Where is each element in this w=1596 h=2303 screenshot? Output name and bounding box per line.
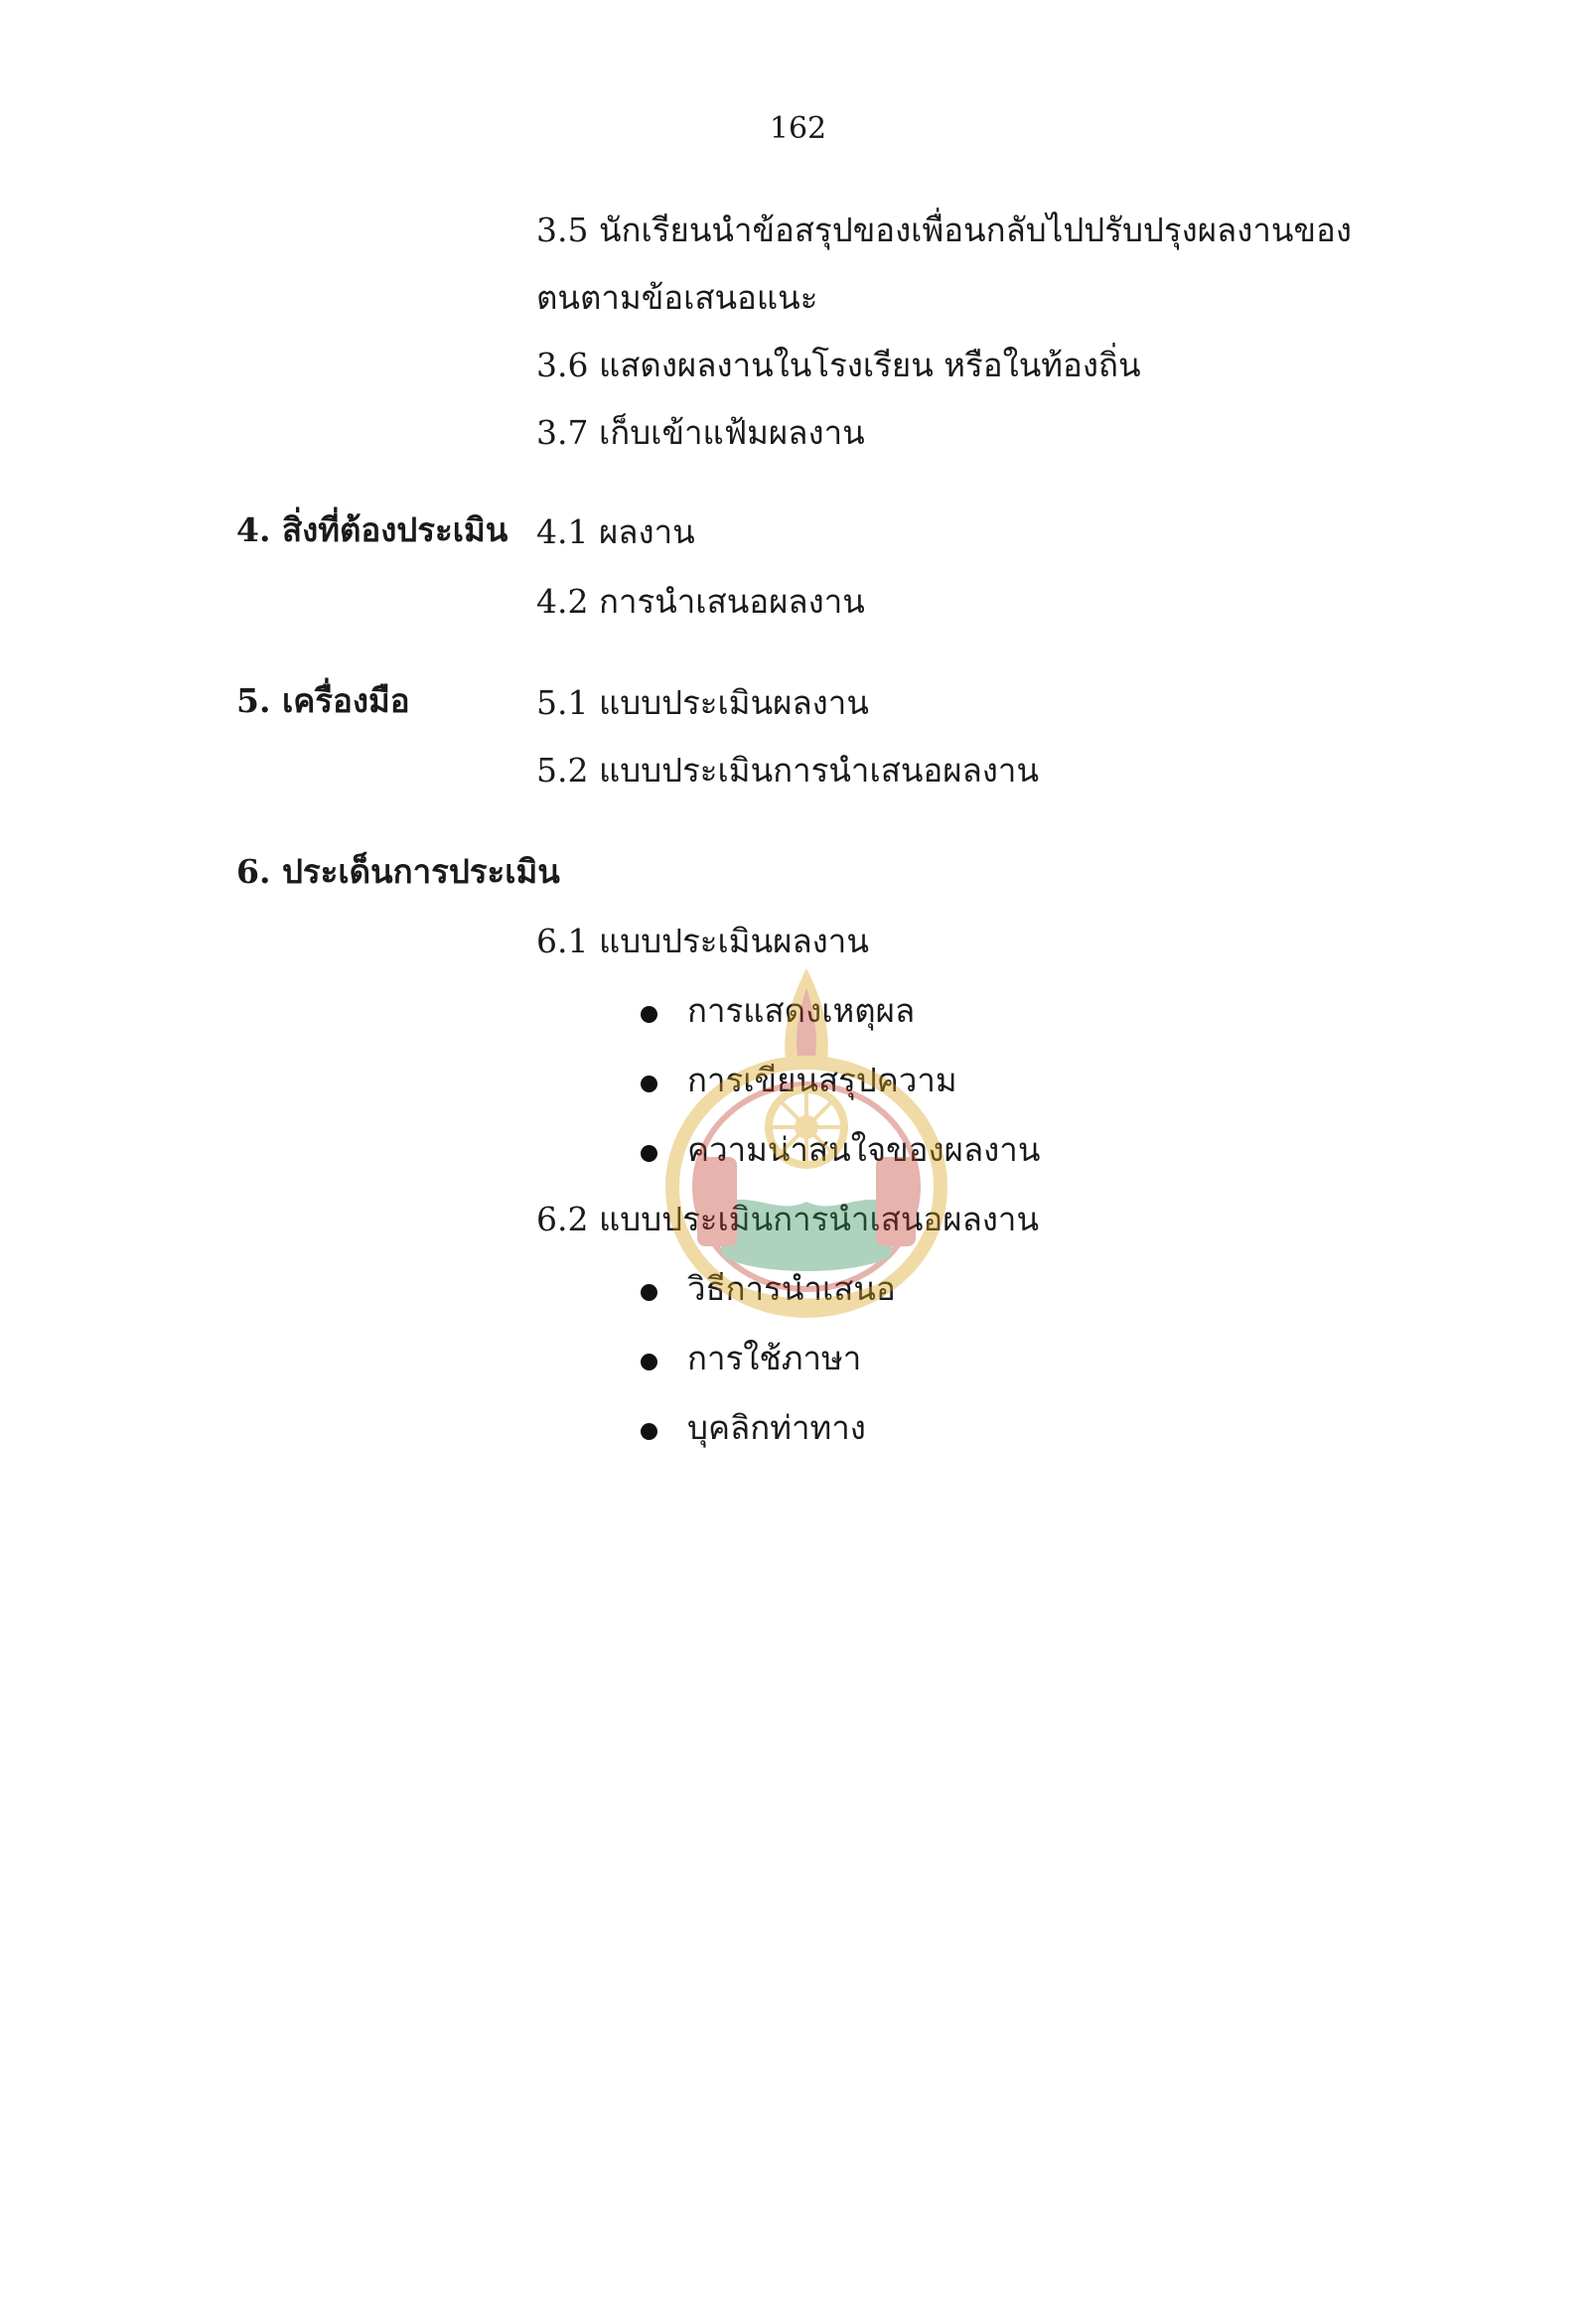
section-6-heading: 6. ประเด็นการประเมิน <box>236 852 560 891</box>
bullet-item: การใช้ภาษา <box>687 1339 862 1377</box>
item-4-1: 4.1 ผลงาน <box>536 512 695 551</box>
item-4-2: 4.2 การนำเสนอผลงาน <box>536 582 865 621</box>
item-3-7: 3.7 เก็บเข้าแฟ้มผลงาน <box>536 413 865 452</box>
section-5-heading: 5. เครื่องมือ <box>236 681 410 720</box>
item-5-2: 5.2 แบบประเมินการนำเสนอผลงาน <box>536 751 1040 790</box>
item-3-5-continued: ตนตามข้อเสนอแนะ <box>536 278 818 317</box>
bullet-item: การเขียนสรุปความ <box>687 1061 957 1099</box>
bullet-item: การแสดงเหตุผล <box>687 991 916 1030</box>
item-3-5: 3.5 นักเรียนนำข้อสรุปของเพื่อนกลับไปปรับปรุงผลงานของ <box>536 211 1352 249</box>
item-6-2: 6.2 แบบประเมินการนำเสนอผลงาน <box>536 1200 1040 1238</box>
item-3-6: 3.6 แสดงผลงานในโรงเรียน หรือในท้องถิ่น <box>536 346 1141 384</box>
section-4-heading: 4. สิ่งที่ต้องประเมิน <box>236 510 508 549</box>
item-6-1: 6.1 แบบประเมินผลงาน <box>536 922 869 960</box>
bullet-icon <box>641 1423 657 1440</box>
bullet-icon <box>641 1284 657 1301</box>
bullet-item: วิธีการนำเสนอ <box>687 1269 896 1308</box>
page-number: 162 <box>769 111 827 146</box>
bullet-item: ความน่าสนใจของผลงาน <box>687 1130 1041 1169</box>
item-5-1: 5.1 แบบประเมินผลงาน <box>536 683 869 722</box>
bullet-icon <box>641 1006 657 1023</box>
bullet-icon <box>641 1145 657 1162</box>
bullet-icon <box>641 1354 657 1370</box>
bullet-icon <box>641 1076 657 1092</box>
bullet-item: บุคลิกท่าทาง <box>687 1408 866 1447</box>
